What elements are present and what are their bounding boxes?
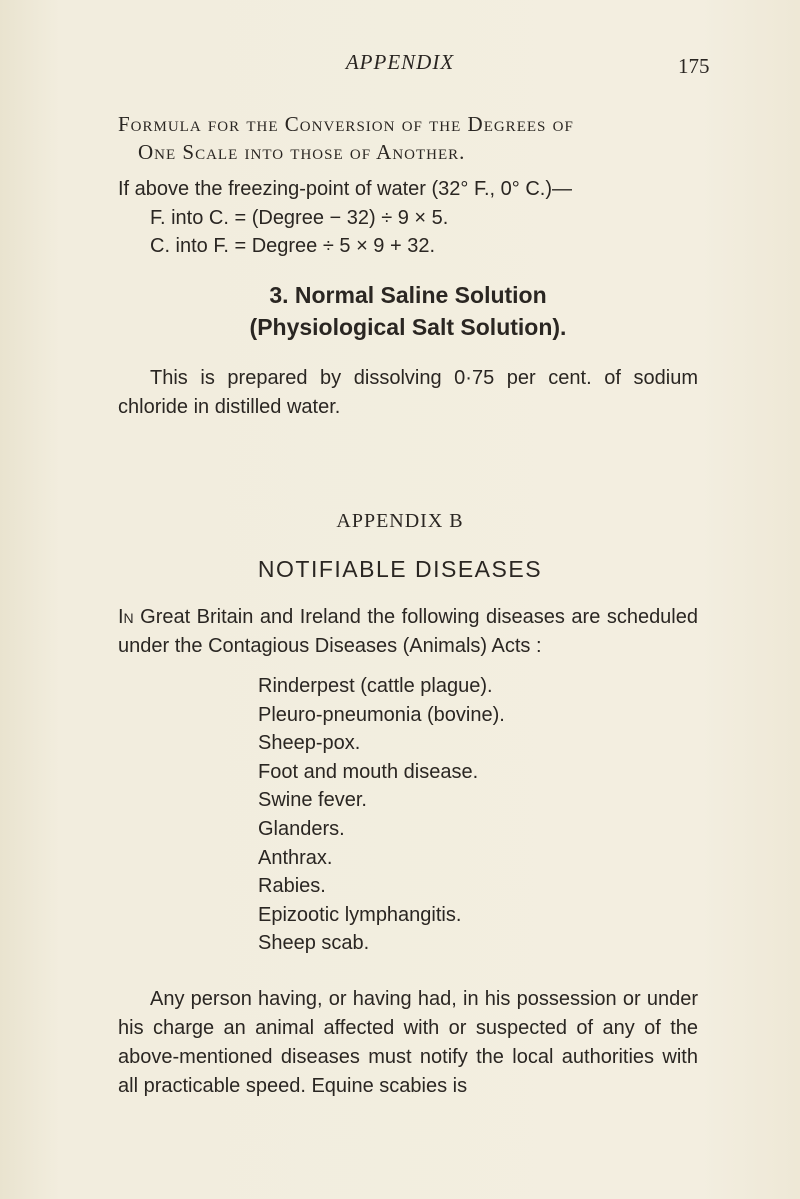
list-item: Sheep scab. — [258, 932, 370, 955]
list-item: Anthrax. — [258, 846, 333, 869]
formula-c-to-f: C. into F. = Degree ÷ 5 × 9 + 32. — [150, 235, 436, 257]
intro-rest: Great Britain and Ireland the following diseases are scheduled under the Contagious Diseases (Animals) Acts : — [118, 606, 698, 657]
running-head: APPENDIX — [345, 50, 455, 74]
list-item: Rabies. — [258, 875, 326, 898]
notifiable-diseases-title: NOTIFIABLE DISEASES — [257, 556, 543, 582]
section-3-title-line1: 3. Normal Saline Solution — [269, 282, 547, 308]
list-item: Epizootic lymphangitis. — [258, 903, 462, 926]
page-number: 175 — [678, 54, 710, 78]
closing-paragraph-block — [118, 985, 698, 1101]
formula-heading — [118, 110, 698, 166]
appendix-b-intro — [118, 603, 698, 661]
list-item: Glanders. — [258, 817, 345, 840]
formula-f-to-c: F. into C. = (Degree − 32) ÷ 9 × 5. — [150, 207, 449, 229]
formula-intro: If above the freezing-point of water (32° F., 0° C.)— — [118, 178, 572, 200]
saline-paragraph: This is prepared by dissolving 0·75 per cent. of sodium chloride in distilled water. — [118, 367, 698, 418]
section-3-heading — [118, 279, 698, 343]
closing-paragraph: Any person having, or having had, in his possession or under his charge an animal affected with or suspected of any of the above-mentioned diseases must notify the local authorities with all practicable speed. Equine scabies is — [118, 988, 698, 1097]
list-item: Rinderpest (cattle plague). — [258, 675, 493, 697]
list-item: Sheep-pox. — [258, 732, 361, 755]
appendix-b-intro-paragraph — [118, 603, 698, 661]
list-item: Foot and mouth disease. — [258, 760, 479, 783]
appendix-b-label: APPENDIX B — [336, 510, 464, 532]
section-3-title-line2: (Physiological Salt Solution). — [249, 314, 567, 340]
disease-list — [258, 672, 505, 958]
list-item: Swine fever. — [258, 789, 367, 812]
conversion-formulas — [118, 175, 698, 260]
intro-lead-word: In — [118, 606, 134, 628]
formula-title-line1: Formula for the Conversion of the Degrees of — [118, 112, 574, 136]
formula-title-line2: One Scale into those of Another. — [138, 140, 466, 164]
section-3-body — [118, 364, 698, 422]
list-item: Pleuro-pneumonia (bovine). — [258, 703, 505, 726]
